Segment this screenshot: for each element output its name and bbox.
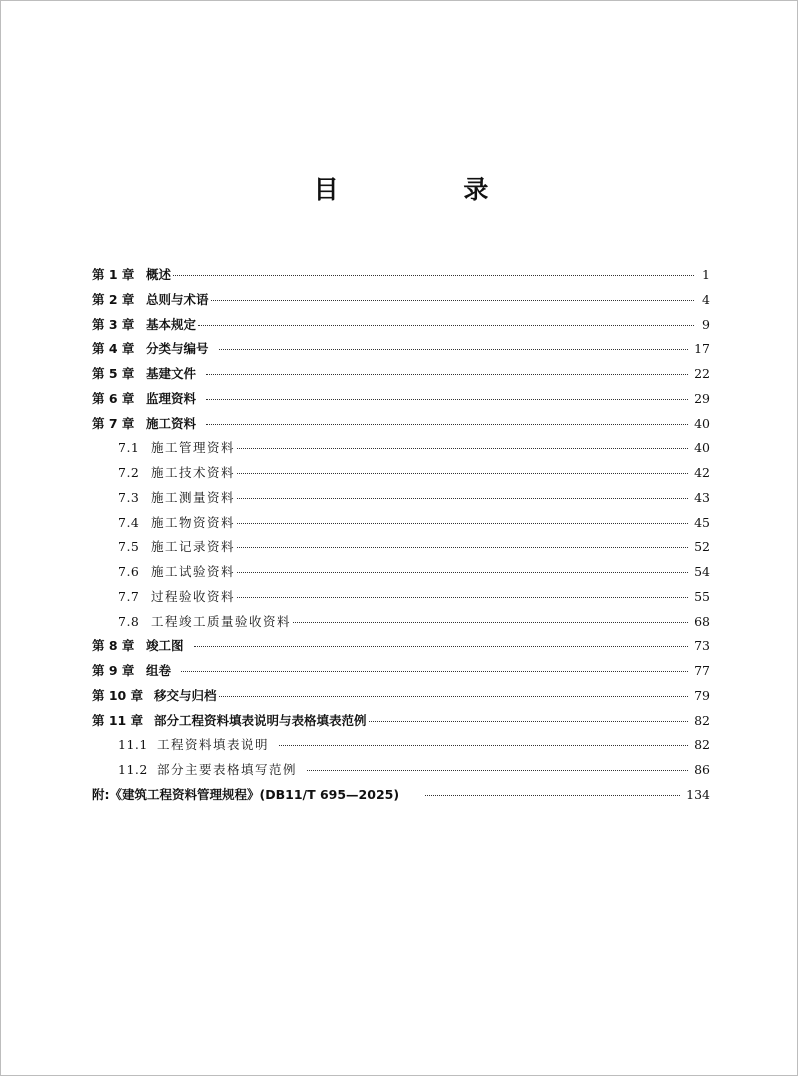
toc-entry-chapter-11[interactable] xyxy=(92,709,710,734)
toc-entry-page: 40 xyxy=(694,440,710,456)
dot-leader xyxy=(237,523,688,524)
toc-entry-page: 73 xyxy=(694,638,710,654)
toc-entry-title: 施工物资资料 xyxy=(151,514,236,530)
toc-entry-page: 86 xyxy=(694,762,710,777)
dot-leader xyxy=(219,696,689,697)
dot-leader xyxy=(307,770,688,771)
toc-entry-title: 基本规定 xyxy=(146,316,197,332)
dot-leader xyxy=(206,399,688,400)
dot-leader xyxy=(198,325,694,326)
toc-entry-number: 7.6 xyxy=(118,564,140,579)
toc-entry-number: 7.7 xyxy=(118,588,140,604)
toc-entry-page: 17 xyxy=(694,341,710,357)
toc-entry-title: 施工记录资料 xyxy=(151,539,236,555)
toc-entry-chapter-4[interactable] xyxy=(92,337,710,362)
toc-entry-section-7-8[interactable] xyxy=(92,610,710,635)
toc-entry-number: 11.2 xyxy=(118,762,148,777)
toc-entry-page: 22 xyxy=(694,366,710,381)
toc-entry-number: 7.4 xyxy=(118,514,140,530)
dot-leader xyxy=(237,572,688,573)
toc-entry-page: 55 xyxy=(694,588,710,604)
toc-entry-page: 42 xyxy=(694,465,710,480)
toc-entry-chapter-9[interactable] xyxy=(92,659,710,684)
toc-entry-number: 7.3 xyxy=(118,489,140,505)
toc-entry-title: 总则与术语 xyxy=(146,291,209,307)
toc-entry-section-7-4[interactable] xyxy=(92,511,710,536)
toc-entry-chapter-8[interactable] xyxy=(92,634,710,659)
toc-entry-page: 54 xyxy=(694,564,710,579)
toc-entry-section-7-2[interactable] xyxy=(92,461,710,486)
toc-entry-page: 40 xyxy=(694,415,710,431)
toc-entry-number: 11.1 xyxy=(118,737,148,753)
toc-entry-title: 工程资料填表说明 xyxy=(157,737,270,753)
toc-entry-section-7-3[interactable] xyxy=(92,486,710,511)
toc-entry-title: 施工管理资料 xyxy=(151,440,236,456)
toc-entry-title: 施工技术资料 xyxy=(151,465,236,480)
toc-entry-chapter-7[interactable] xyxy=(92,412,710,437)
dot-leader xyxy=(425,795,680,796)
toc-entry-number: 第 1 章 xyxy=(92,267,135,282)
dot-leader xyxy=(173,275,694,276)
toc-entry-number: 7.1 xyxy=(118,440,140,456)
dot-leader xyxy=(206,424,688,425)
toc-entry-page: 77 xyxy=(694,663,710,678)
toc-entry-title: 过程验收资料 xyxy=(151,588,236,604)
page-title: 目 录 xyxy=(313,175,547,204)
toc-entry-number: 第 6 章 xyxy=(92,390,135,406)
toc-entry-page: 134 xyxy=(686,786,710,802)
dot-leader xyxy=(211,300,694,301)
toc-entry-page: 79 xyxy=(694,687,710,703)
toc-entry-section-11-2[interactable] xyxy=(92,758,710,783)
toc-entry-section-7-5[interactable] xyxy=(92,535,710,560)
toc-entry-page: 82 xyxy=(694,712,710,728)
toc-entry-page: 52 xyxy=(694,539,710,555)
toc-entry-page: 43 xyxy=(694,489,710,505)
toc-entry-page: 9 xyxy=(702,316,710,332)
dot-leader xyxy=(237,547,688,548)
toc-entry-title: 工程竣工质量验收资料 xyxy=(151,613,292,629)
toc-entry-number: 7.5 xyxy=(118,539,140,555)
dot-leader xyxy=(219,349,689,350)
toc-entry-number: 第 11 章 xyxy=(92,712,144,728)
table-of-contents xyxy=(92,263,710,808)
toc-entry-title: 部分主要表格填写范例 xyxy=(157,762,298,777)
toc-entry-number: 第 7 章 xyxy=(92,415,135,431)
toc-entry-page: 29 xyxy=(694,390,710,406)
toc-entry-number: 第 2 章 xyxy=(92,291,135,307)
toc-entry-page: 1 xyxy=(702,267,710,282)
toc-entry-number: 第 5 章 xyxy=(92,366,135,381)
toc-entry-page: 82 xyxy=(694,737,710,753)
toc-entry-title: 竣工图 xyxy=(146,638,184,654)
toc-entry-title: 附:《建筑工程资料管理规程》(DB11/T 695—2025) xyxy=(92,786,400,802)
dot-leader xyxy=(369,721,689,722)
toc-entry-title: 移交与归档 xyxy=(154,687,217,703)
toc-entry-title: 基建文件 xyxy=(146,366,197,381)
dot-leader xyxy=(237,448,688,449)
dot-leader xyxy=(181,671,688,672)
toc-entry-title: 监理资料 xyxy=(146,390,197,406)
toc-entry-title: 施工测量资料 xyxy=(151,489,236,505)
dot-leader xyxy=(206,374,688,375)
toc-entry-number: 第 4 章 xyxy=(92,341,135,357)
toc-entry-number: 7.8 xyxy=(118,613,140,629)
toc-entry-page: 68 xyxy=(694,613,710,629)
toc-entry-appendix[interactable] xyxy=(92,783,710,808)
toc-entry-section-11-1[interactable] xyxy=(92,733,710,758)
toc-entry-chapter-5[interactable] xyxy=(92,362,710,387)
toc-entry-chapter-2[interactable] xyxy=(92,288,710,313)
dot-leader xyxy=(293,622,688,623)
toc-entry-number: 7.2 xyxy=(118,465,140,480)
dot-leader xyxy=(237,498,688,499)
toc-entry-page: 45 xyxy=(694,514,710,530)
toc-entry-number: 第 9 章 xyxy=(92,663,135,678)
toc-entry-chapter-6[interactable] xyxy=(92,387,710,412)
dot-leader xyxy=(194,646,689,647)
toc-entry-title: 分类与编号 xyxy=(146,341,209,357)
toc-entry-section-7-6[interactable] xyxy=(92,560,710,585)
toc-entry-page: 4 xyxy=(702,291,710,307)
toc-entry-title: 组卷 xyxy=(146,663,172,678)
toc-entry-number: 第 3 章 xyxy=(92,316,135,332)
toc-entry-title: 施工试验资料 xyxy=(151,564,236,579)
dot-leader xyxy=(237,597,688,598)
toc-entry-chapter-10[interactable] xyxy=(92,684,710,709)
toc-entry-chapter-1[interactable] xyxy=(92,263,710,288)
toc-entry-section-7-1[interactable] xyxy=(92,436,710,461)
dot-leader xyxy=(237,473,688,474)
toc-entry-title: 施工资料 xyxy=(146,415,197,431)
toc-entry-number: 第 8 章 xyxy=(92,638,135,654)
toc-entry-title: 部分工程资料填表说明与表格填表范例 xyxy=(154,712,367,728)
toc-entry-section-7-7[interactable] xyxy=(92,585,710,610)
toc-entry-chapter-3[interactable] xyxy=(92,313,710,338)
toc-entry-number: 第 10 章 xyxy=(92,687,144,703)
dot-leader xyxy=(279,745,688,746)
toc-entry-title: 概述 xyxy=(146,267,172,282)
